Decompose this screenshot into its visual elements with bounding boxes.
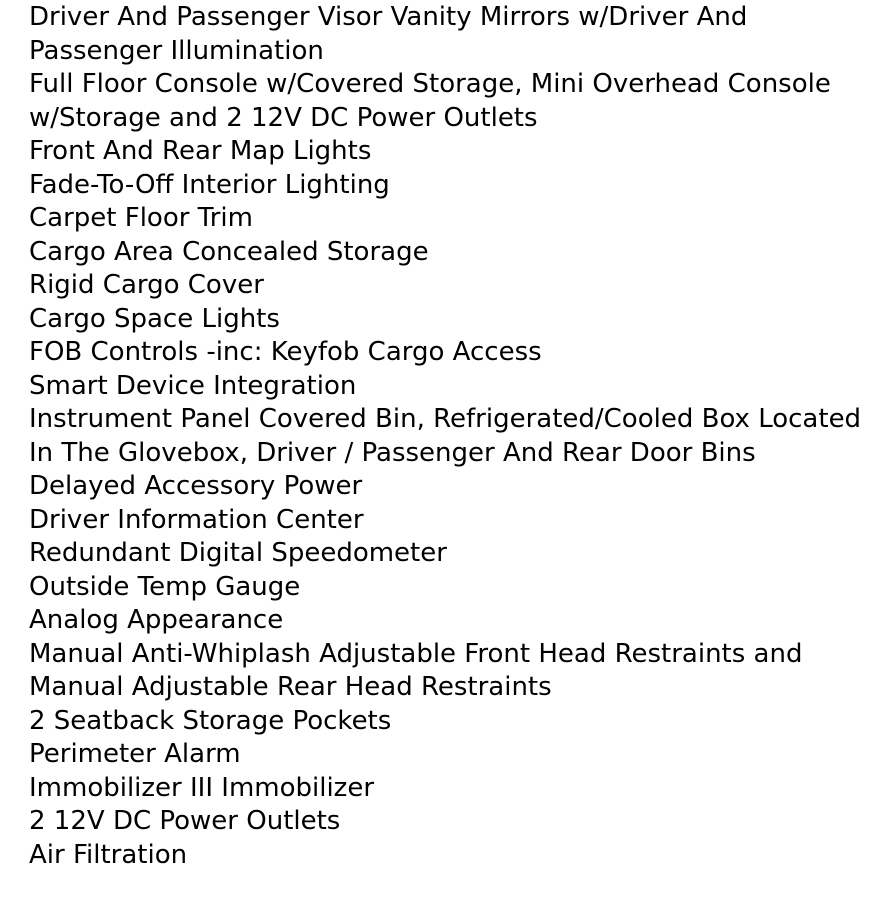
feature-item-instrument-panel-bin: Instrument Panel Covered Bin, Refrigerated/Cooled Box Located In The Glovebox, Driver / Passenger And Rear Door Bins [29, 404, 862, 468]
feature-item-accessory-power: Delayed Accessory Power [29, 471, 363, 501]
feature-item-carpet-floor-trim: Carpet Floor Trim [29, 203, 253, 233]
feature-item-cargo-lights: Cargo Space Lights [29, 303, 280, 334]
feature-item-cargo-cover: Rigid Cargo Cover [29, 270, 264, 300]
feature-item-analog-appearance: Analog Appearance [29, 605, 284, 635]
feature-item-power-outlets: 2 12V DC Power Outlets [29, 806, 341, 836]
feature-item-concealed-storage: Cargo Area Concealed Storage [29, 236, 429, 267]
feature-item-immobilizer: Immobilizer III Immobilizer [29, 772, 375, 803]
feature-item-seatback-pockets: 2 Seatback Storage Pockets [29, 705, 392, 736]
feature-item-smart-device: Smart Device Integration [29, 370, 357, 401]
feature-item-visor-mirrors: Driver And Passenger Visor Vanity Mirrors w/Driver And Passenger Illumination [29, 2, 748, 66]
feature-item-temp-gauge: Outside Temp Gauge [29, 571, 301, 602]
feature-item-interior-lighting: Fade-To-Off Interior Lighting [29, 169, 390, 200]
feature-item-air-filtration: Air Filtration [29, 839, 188, 870]
feature-item-info-center: Driver Information Center [29, 504, 364, 535]
feature-item-floor-console: Full Floor Console w/Covered Storage, Mini Overhead Console w/Storage and 2 12V DC Power Outlets [29, 69, 831, 133]
feature-item-speedometer: Redundant Digital Speedometer [29, 538, 447, 568]
feature-item-map-lights: Front And Rear Map Lights [29, 136, 372, 166]
feature-item-head-restraints: Manual Anti-Whiplash Adjustable Front Head Restraints and Manual Adjustable Rear Head Restraints [29, 638, 803, 702]
feature-item-fob-controls: FOB Controls -inc: Keyfob Cargo Access [29, 337, 542, 367]
feature-item-perimeter-alarm: Perimeter Alarm [29, 739, 241, 769]
